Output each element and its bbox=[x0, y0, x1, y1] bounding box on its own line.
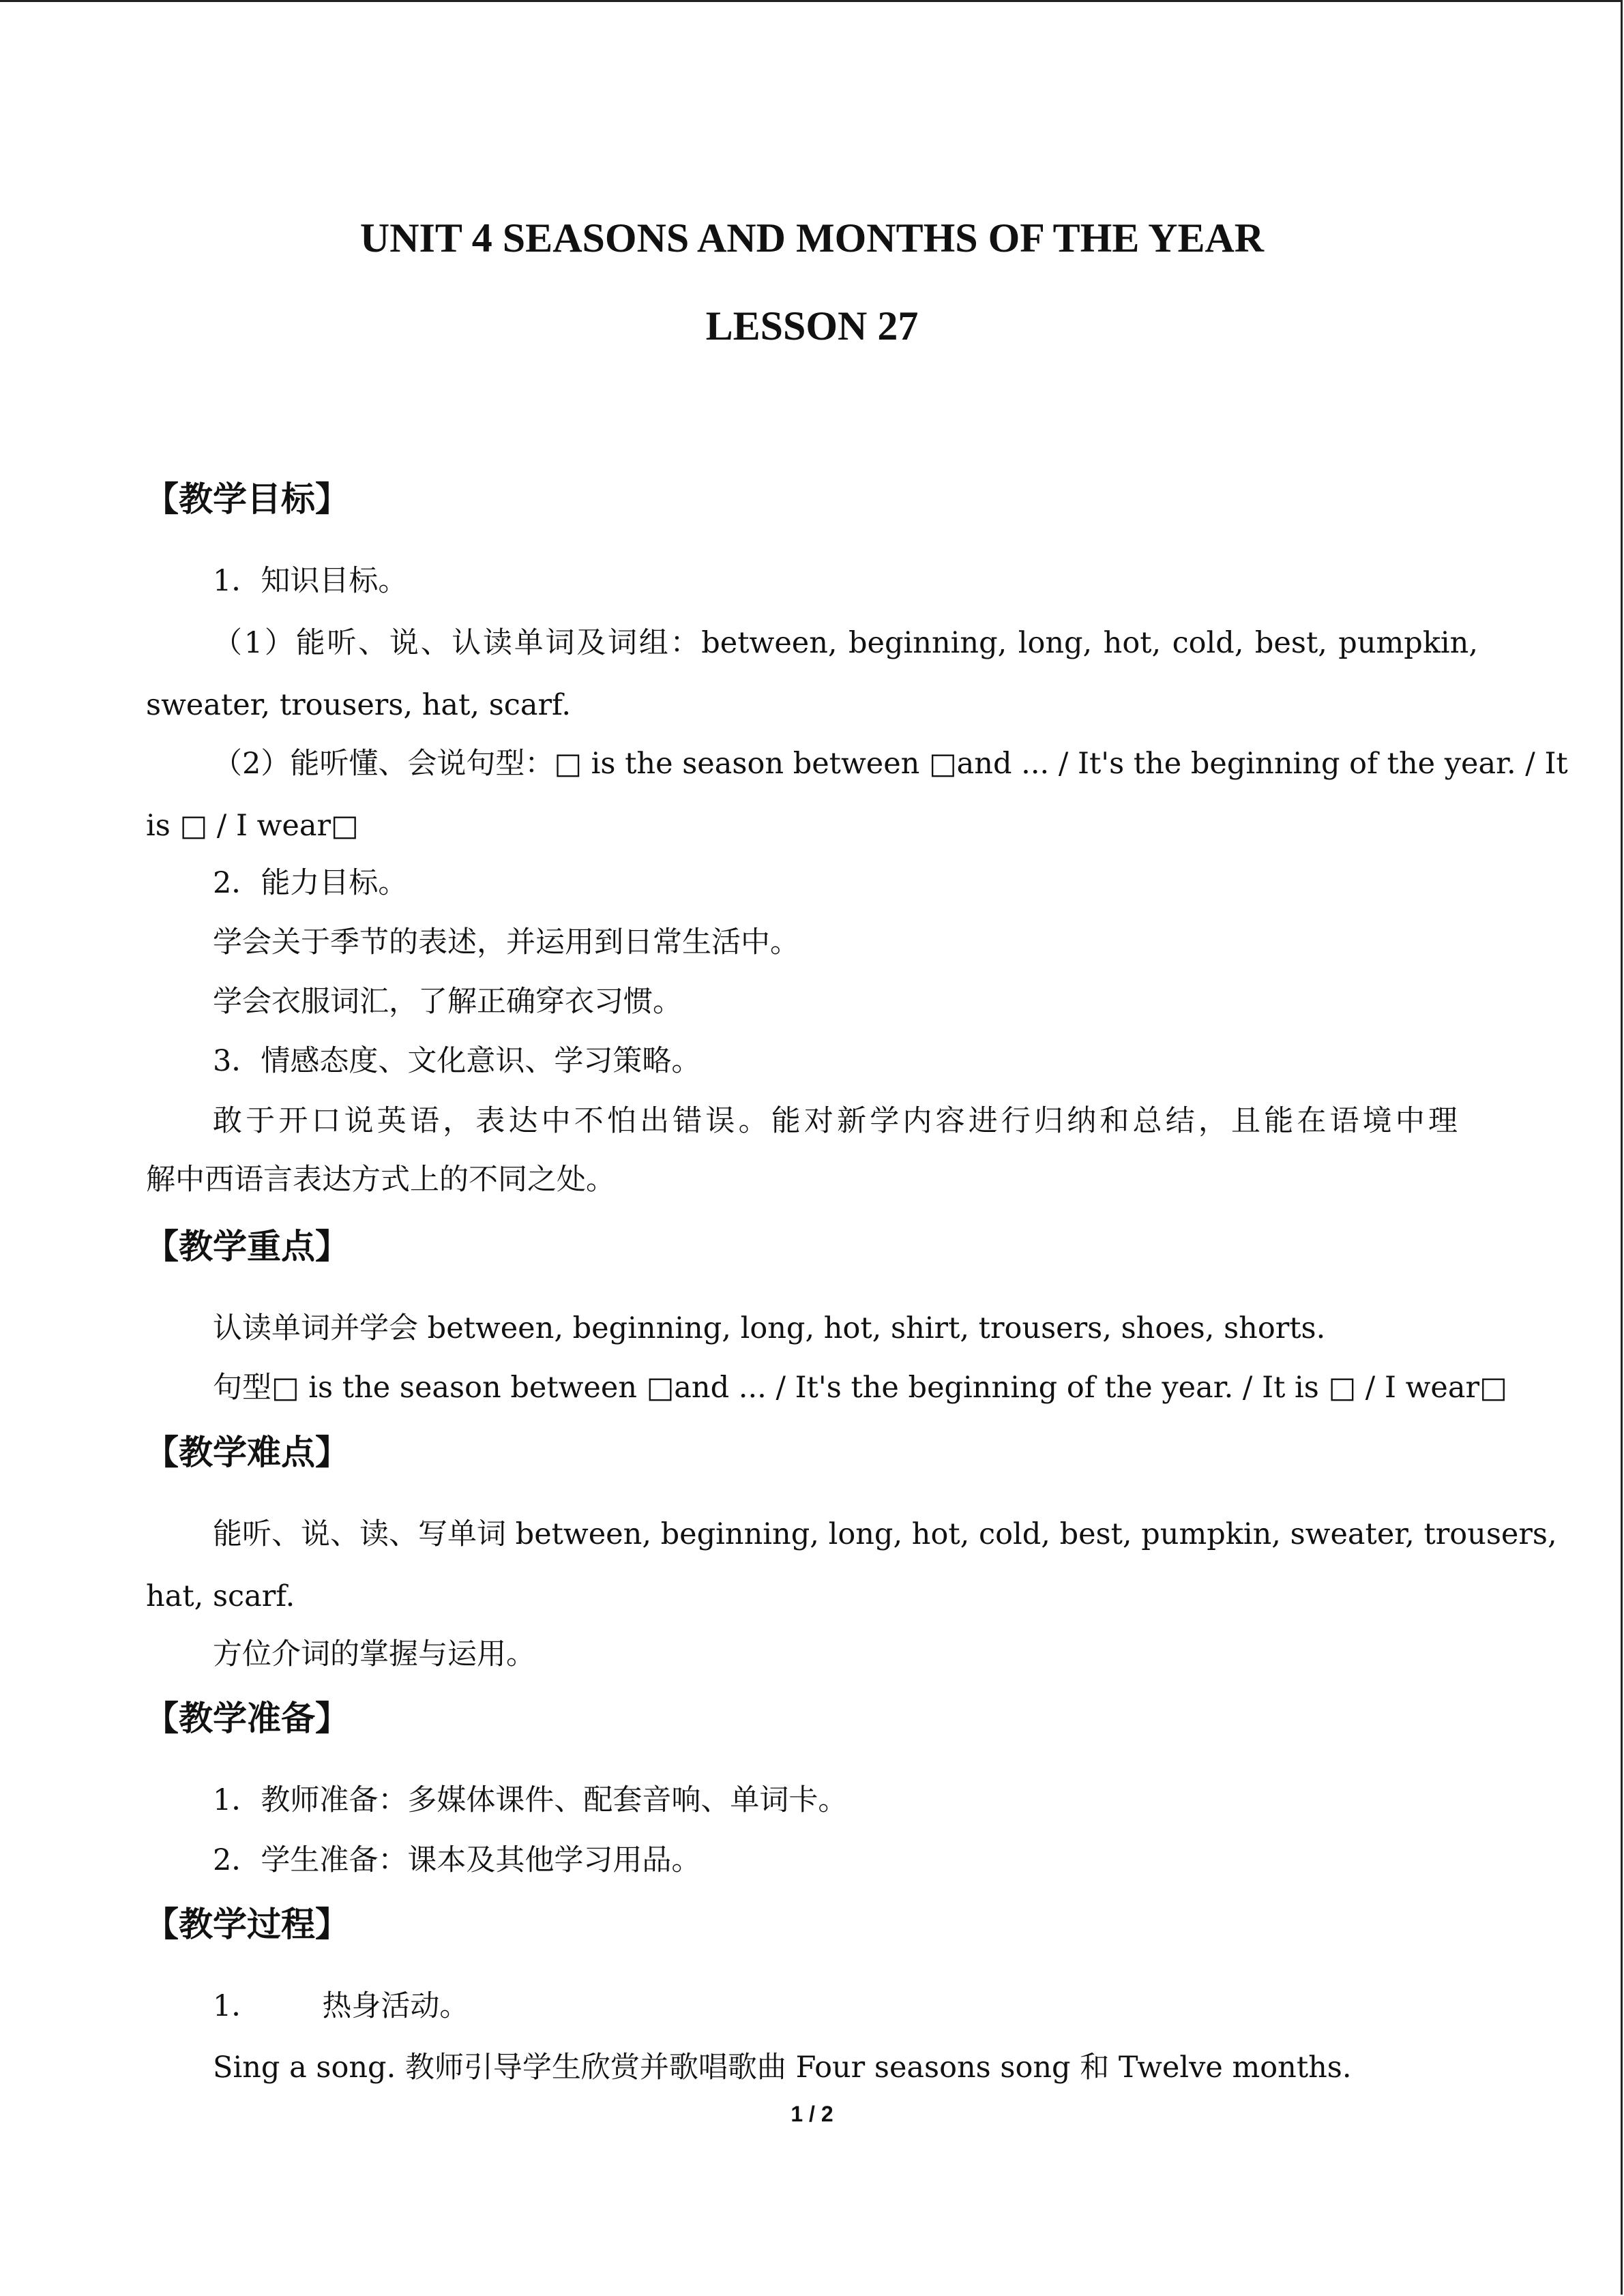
section-heading-key-points: 【教学重点】 bbox=[145, 1227, 349, 1266]
objective-item-1-2-line2: is □ / I wear□ bbox=[146, 809, 359, 843]
lesson-title: LESSON 27 bbox=[705, 303, 919, 348]
objective-item-2-text-a: 学会关于季节的表述，并运用到日常生活中。 bbox=[213, 925, 799, 959]
objective-item-1: 1．知识目标。 bbox=[213, 564, 408, 598]
objective-item-1-1-line2: sweater, trousers, hat, scarf. bbox=[146, 688, 572, 722]
objective-item-3-text-a: 敢于开口说英语，表达中不怕出错误。能对新学内容进行归纳和总结，且能在语境中理 bbox=[213, 1104, 1458, 1138]
objective-item-1-2-line1: （2）能听懂、会说句型：□ is the season between □and ... / It's the beginning of the year. / It bbox=[213, 747, 1568, 781]
section-heading-preparation: 【教学准备】 bbox=[145, 1699, 349, 1738]
preparation-student: 2．学生准备：课本及其他学习用品。 bbox=[213, 1843, 701, 1877]
difficulties-line-2: 方位介词的掌握与运用。 bbox=[213, 1637, 535, 1671]
difficulties-line-1-cont: hat, scarf. bbox=[146, 1579, 295, 1613]
process-step-1-text: Sing a song. 教师引导学生欣赏并歌唱歌曲 Four seasons song 和 Twelve months. bbox=[213, 2051, 1352, 2085]
process-step-1-label: 热身活动。 bbox=[322, 1989, 469, 2023]
objective-item-1-1-line1: （1）能听、说、认读单词及词组：between, beginning, long, hot, cold, best, pumpkin, bbox=[213, 626, 1478, 660]
preparation-teacher: 1．教师准备：多媒体课件、配套音响、单词卡。 bbox=[213, 1783, 848, 1817]
key-points-line-1: 认读单词并学会 between, beginning, long, hot, shirt, trousers, shoes, shorts. bbox=[213, 1311, 1326, 1345]
unit-title: UNIT 4 SEASONS AND MONTHS OF THE YEAR bbox=[359, 215, 1265, 260]
process-step-1-number: 1． bbox=[213, 1989, 261, 2023]
section-heading-process: 【教学过程】 bbox=[145, 1905, 349, 1944]
section-heading-difficulties: 【教学难点】 bbox=[145, 1433, 349, 1472]
key-points-line-2: 句型□ is the season between □and ... / It's the beginning of the year. / It is □ / I wear□ bbox=[213, 1371, 1507, 1405]
process-step-1 bbox=[213, 1987, 469, 2025]
objective-item-3: 3．情感态度、文化意识、学习策略。 bbox=[213, 1044, 701, 1078]
objective-item-3-text-b: 解中西语言表达方式上的不同之处。 bbox=[146, 1163, 615, 1197]
difficulties-line-1: 能听、说、读、写单词 between, beginning, long, hot, cold, best, pumpkin, sweater, trousers, bbox=[213, 1517, 1557, 1551]
section-heading-objectives: 【教学目标】 bbox=[145, 479, 349, 519]
objective-item-2-text-b: 学会衣服词汇，了解正确穿衣习惯。 bbox=[213, 985, 682, 1019]
objective-item-2: 2．能力目标。 bbox=[213, 866, 408, 900]
page-number: 1 / 2 bbox=[791, 2102, 833, 2126]
